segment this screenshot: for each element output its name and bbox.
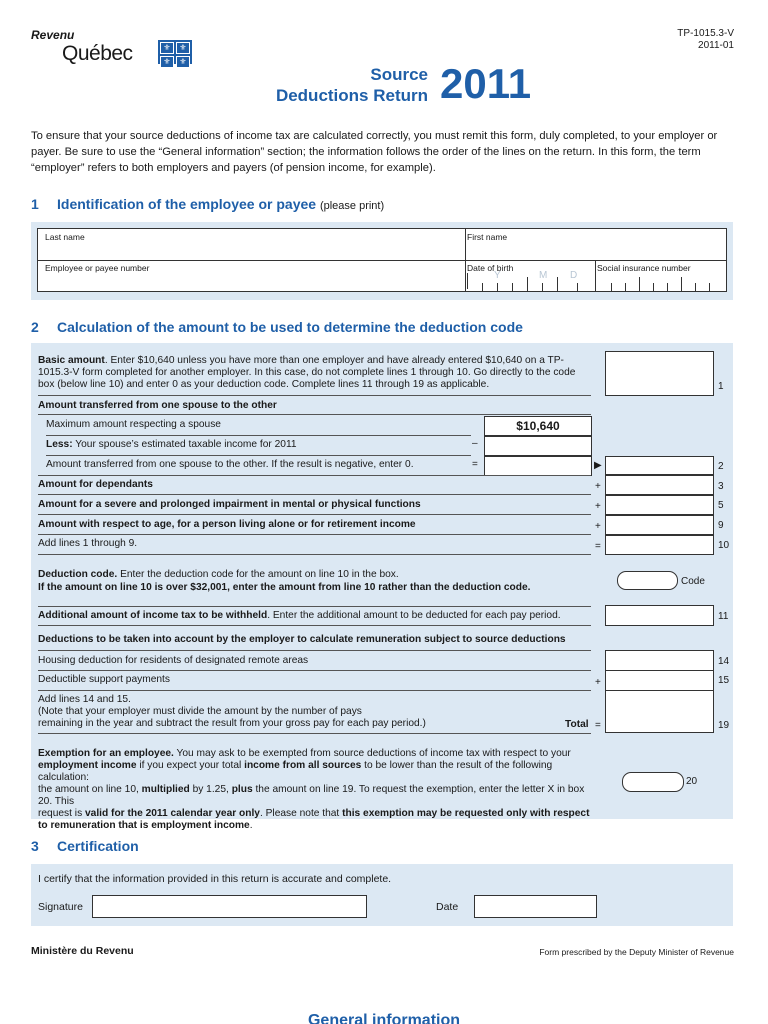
dependants-label: Amount for dependants	[38, 479, 153, 490]
line-5-input[interactable]	[605, 495, 714, 515]
arrow-right-icon: ▶	[594, 460, 602, 471]
general-info-heading: General information	[307, 1012, 461, 1024]
ministry-name: Ministère du Revenu	[31, 945, 134, 957]
signature-field[interactable]	[92, 895, 367, 918]
line-19-input[interactable]	[605, 690, 714, 733]
section3-heading: 3 Certification	[31, 838, 139, 854]
signature-label: Signature	[38, 901, 83, 913]
line-3-input[interactable]	[605, 475, 714, 495]
spouse-income-input[interactable]	[484, 436, 592, 456]
first-name-label: First name	[467, 232, 508, 242]
date-label: Date	[436, 901, 459, 913]
employee-number-field[interactable]	[38, 261, 464, 291]
section1-box	[31, 222, 733, 300]
spouse-heading: Amount transferred from one spouse to the other	[38, 400, 277, 411]
date-of-birth-field[interactable]: Y M D	[467, 273, 594, 291]
deduction-code-note: If the amount on line 10 is over $32,001, enter the amount from line 10 rather than the deduction code.	[38, 582, 531, 593]
line-2-input[interactable]	[605, 456, 714, 475]
basic-amount-text: Basic amount. Enter $10,640 unless you have more than one employer and have already entered $10,640 on a TP-1015.3-V form completed for another employer. In this case, do not complete lines 1 through 10. Go directly to the code box (below line 10) and enter 0 as your deduction code. Complete lines 11 through 19 as applicable.	[38, 355, 576, 390]
certify-text: I certify that the information provided in this return is accurate and complete.	[38, 873, 392, 885]
section3-box	[31, 864, 733, 926]
last-name-label: Last name	[45, 232, 85, 242]
add-lines-1-9-label: Add lines 1 through 9.	[38, 538, 138, 549]
add-lines-14-15-text: Add lines 14 and 15. (Note that your employer must divide the amount by the number of pays remaining in the year and subtract the result from your gross pay for each pay period.)	[38, 694, 426, 729]
code-label: Code	[681, 576, 705, 587]
impairment-label: Amount for a severe and prolonged impairment in mental or physical functions	[38, 499, 421, 510]
employee-number-label: Employee or payee number	[45, 263, 150, 273]
line-11-input[interactable]	[605, 605, 714, 626]
line-14-input[interactable]	[605, 650, 714, 671]
line-10-input[interactable]	[605, 535, 714, 555]
max-spouse-amount: $10,640	[484, 416, 592, 436]
transferred-result-input[interactable]	[484, 456, 592, 476]
line-1-input[interactable]	[605, 351, 714, 396]
date-field[interactable]	[474, 895, 597, 918]
prescribed-note: Form prescribed by the Deputy Minister of Revenue	[539, 947, 734, 957]
max-spouse-label: Maximum amount respecting a spouse	[46, 419, 221, 430]
date-of-birth-label: Date of birth	[467, 263, 514, 273]
total-label: Total	[565, 719, 589, 730]
logo-revenu: Revenu	[31, 28, 75, 42]
intro-text: To ensure that your source deductions of income tax are calculated correctly, you must remit this form, duly completed, to your employer or payer. Be sure to use the “General information” section; the information follows the order of the lines on the return. In this form, the term “employer” refers to both employers and payers (of pension income, for example).	[31, 130, 718, 174]
form-number: TP-1015.3-V 2011-01	[677, 28, 734, 51]
logo-quebec: Québec	[62, 42, 133, 65]
age-label: Amount with respect to age, for a person living alone or for retirement income	[38, 519, 416, 530]
support-label: Deductible support payments	[38, 674, 170, 685]
line-20-input[interactable]	[622, 772, 684, 792]
form-title: Source Deductions Return	[275, 65, 428, 105]
deduction-code-input[interactable]	[617, 571, 678, 590]
line-9-input[interactable]	[605, 515, 714, 535]
form-year: 2011	[440, 60, 532, 107]
housing-label: Housing deduction for residents of designated remote areas	[38, 655, 309, 666]
first-name-field[interactable]	[467, 229, 726, 259]
less-spouse-label: Less: Your spouse’s estimated taxable income for 2011	[46, 439, 297, 450]
section1-heading: 1 Identification of the employee or payee (please print)	[31, 196, 385, 212]
fleur-de-lis-flag-icon: ⚜ ⚜ ⚜ ⚜	[158, 40, 192, 64]
sin-field[interactable]	[597, 273, 726, 291]
deduction-code-text: Deduction code. Enter the deduction code for the amount on line 10 in the box.	[38, 569, 399, 580]
identification-grid	[37, 228, 727, 292]
employer-deductions-heading: Deductions to be taken into account by the employer to calculate remuneration subject to source deductions	[38, 634, 566, 645]
exemption-text: Exemption for an employee. You may ask to be exempted from source deductions of income tax with respect to your employment income if you expect your total income from all sources to be lower than the result of the following calculation: the amount on line 10, multiplied by 1.25, plus the amount on line 19. To request the exemption, enter the letter X in box 20. This request is valid for the 2011 calendar year only. Please note that this exemption may be requested only with respect to remuneration that is employment income.	[38, 748, 590, 831]
transferred-label: Amount transferred from one spouse to the other. If the result is negative, enter 0.	[46, 459, 414, 470]
additional-tax-text: Additional amount of income tax to be withheld. Enter the additional amount to be deducted for each pay period.	[38, 610, 561, 621]
line-15-input[interactable]	[605, 670, 714, 691]
sin-label: Social insurance number	[597, 263, 691, 273]
last-name-field[interactable]	[38, 229, 464, 259]
section2-heading: 2 Calculation of the amount to be used to determine the deduction code	[31, 319, 523, 335]
